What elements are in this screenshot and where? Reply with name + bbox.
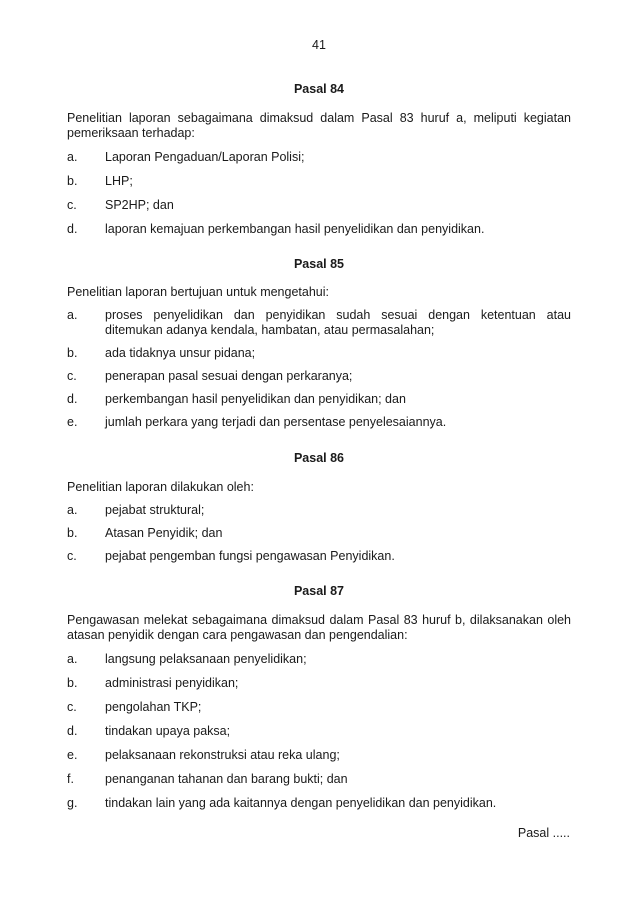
- document-content: [67, 82, 571, 811]
- list-item: [67, 526, 571, 541]
- list-marker: c.: [67, 198, 77, 212]
- pasal-86-section: [67, 451, 571, 564]
- list-marker: f.: [67, 772, 74, 786]
- page-number: 41: [312, 38, 326, 52]
- list-item: [67, 150, 571, 165]
- list-item: [67, 676, 571, 691]
- list-marker: b.: [67, 174, 78, 188]
- list-marker: c.: [67, 700, 77, 714]
- list-marker: d.: [67, 724, 78, 738]
- pasal-87-intro: Pengawasan melekat sebagaimana dimaksud dalam Pasal 83 huruf b, dilaksanakan oleh atasan penyidik dengan cara pengawasan dan pengendalian:: [67, 613, 571, 642]
- pasal-85-title: Pasal 85: [293, 257, 345, 271]
- list-marker: e.: [67, 415, 78, 429]
- list-item: [67, 748, 571, 763]
- list-marker: b.: [67, 526, 78, 540]
- list-item: [67, 392, 571, 407]
- list-marker: a.: [67, 652, 78, 666]
- list-item-text: administrasi penyidikan;: [105, 676, 239, 690]
- list-item: [67, 198, 571, 213]
- list-item-text: pengolahan TKP;: [105, 700, 202, 714]
- list-item-text: pejabat pengemban fungsi pengawasan Penyidikan.: [105, 549, 395, 563]
- pasal-87-title: Pasal 87: [293, 584, 345, 598]
- pasal-85-intro: Penelitian laporan bertujuan untuk mengetahui:: [67, 285, 329, 299]
- pasal-86-list: [67, 503, 571, 564]
- list-marker: e.: [67, 748, 78, 762]
- list-item-text: SP2HP; dan: [105, 198, 174, 212]
- list-marker: g.: [67, 796, 78, 810]
- list-item: [67, 222, 571, 237]
- pasal-87-section: [67, 584, 571, 811]
- pasal-84-section: [67, 82, 571, 237]
- next-page-catchword: Pasal .....: [517, 826, 570, 840]
- list-item: [67, 415, 571, 430]
- list-marker: a.: [67, 150, 78, 164]
- pasal-86-intro: Penelitian laporan dilakukan oleh:: [67, 480, 254, 494]
- list-marker: d.: [67, 222, 78, 236]
- list-marker: a.: [67, 308, 78, 322]
- list-marker: b.: [67, 346, 78, 360]
- list-item-text: laporan kemajuan perkembangan hasil penyelidikan dan penyidikan.: [105, 222, 485, 236]
- list-item-text: ada tidaknya unsur pidana;: [105, 346, 256, 360]
- pasal-87-list: [67, 652, 571, 811]
- list-marker: c.: [67, 369, 77, 383]
- list-item: [67, 652, 571, 667]
- list-item: [67, 174, 571, 189]
- list-item: [67, 700, 571, 715]
- list-item-text: langsung pelaksanaan penyelidikan;: [105, 652, 307, 666]
- pasal-85-list: [67, 308, 571, 430]
- list-item: [67, 346, 571, 361]
- list-item: [67, 369, 571, 384]
- list-item-text: Laporan Pengaduan/Laporan Polisi;: [105, 150, 305, 164]
- list-item-text: penanganan tahanan dan barang bukti; dan: [105, 772, 348, 786]
- list-item: [67, 796, 571, 811]
- list-marker: b.: [67, 676, 78, 690]
- list-item-text: pejabat struktural;: [105, 503, 205, 517]
- list-item: [67, 503, 571, 518]
- list-item-text: Atasan Penyidik; dan: [105, 526, 223, 540]
- pasal-85-section: [67, 257, 571, 430]
- pasal-84-list: [67, 150, 571, 237]
- list-marker: d.: [67, 392, 78, 406]
- pasal-86-title: Pasal 86: [293, 451, 345, 465]
- list-item-text: LHP;: [105, 174, 133, 188]
- pasal-84-intro: Penelitian laporan sebagaimana dimaksud dalam Pasal 83 huruf a, meliputi kegiatan pemeriksaan terhadap:: [67, 111, 571, 140]
- list-marker: c.: [67, 549, 77, 563]
- list-item-text: proses penyelidikan dan penyidikan sudah sesuai dengan ketentuan atau ditemukan adanya kendala, hambatan, atau permasalahan;: [105, 308, 571, 337]
- list-marker: a.: [67, 503, 78, 517]
- list-item-text: tindakan upaya paksa;: [105, 724, 231, 738]
- list-item: [67, 549, 571, 564]
- list-item: [67, 724, 571, 739]
- list-item: [67, 772, 571, 787]
- list-item-text: pelaksanaan rekonstruksi atau reka ulang;: [105, 748, 340, 762]
- list-item-text: penerapan pasal sesuai dengan perkaranya;: [105, 369, 353, 383]
- pasal-84-title: Pasal 84: [293, 82, 345, 96]
- list-item-text: perkembangan hasil penyelidikan dan penyidikan; dan: [105, 392, 406, 406]
- list-item-text: jumlah perkara yang terjadi dan persentase penyelesaiannya.: [105, 415, 447, 429]
- list-item-text: tindakan lain yang ada kaitannya dengan penyelidikan dan penyidikan.: [105, 796, 497, 810]
- list-item: [67, 308, 571, 338]
